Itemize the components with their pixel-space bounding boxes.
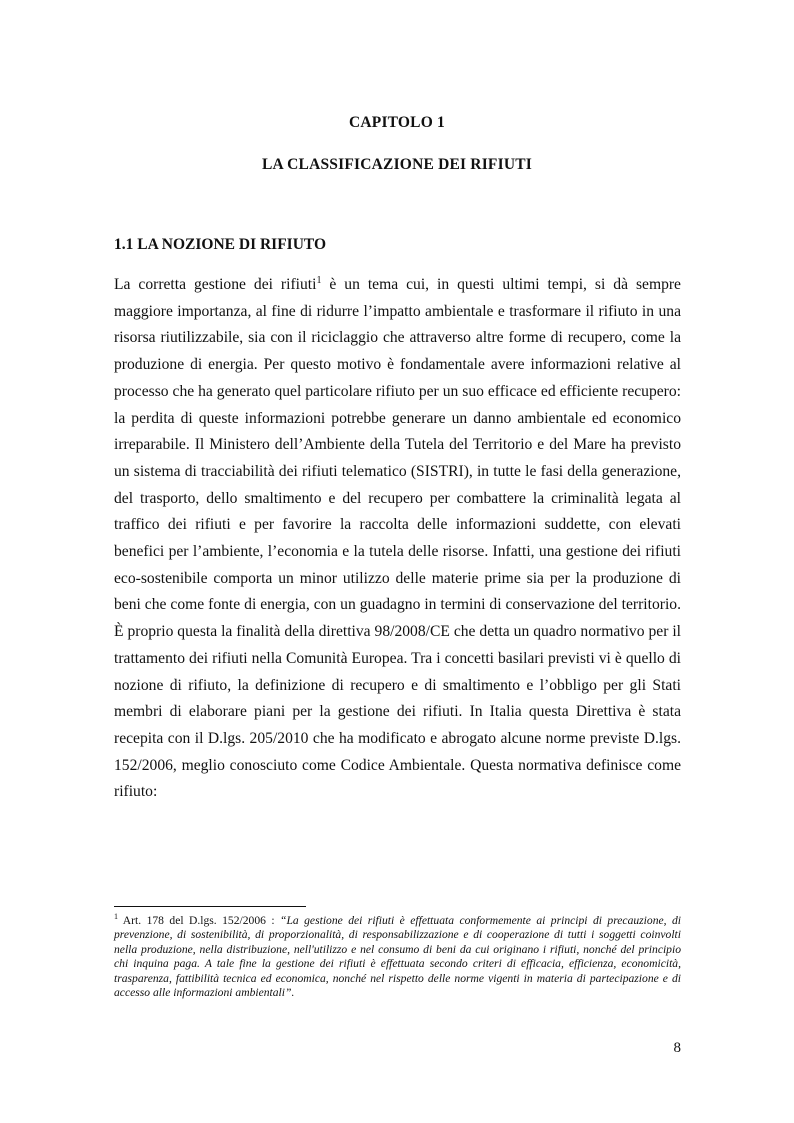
footnote (114, 914, 681, 1000)
page-number: 8 (673, 1040, 681, 1056)
footnote-reference[interactable]: 1 (316, 274, 322, 286)
body-text-rest: è un tema cui, in questi ultimi tempi, si dà sempre maggiore importanza, al fine di ridurre l’impatto ambientale e trasformare il rifiuto in una risorsa riutilizzabile, sia con il riciclaggio che attraverso altre forme di recupero, come la produzione di energia. Per questo motivo è fondamentale avere informazioni relative al processo che ha generato quel particolare rifiuto per un suo efficace ed efficiente recupero: la perdita di queste informazioni potrebbe generare un danno ambientale ed economico irreparabile. Il Ministero dell’Ambiente della Tutela del Territorio e del Mare ha previsto un sistema di tracciabilità dei rifiuti telematico (SISTRI), in tutte le fasi della generazione, del trasporto, dello smaltimento e del recupero per combattere la criminalità legata al traffico dei rifiuti e per favorire la raccolta delle informazioni suddette, con elevati benefici per l’ambiente, l’economia e la tutela delle risorse. Infatti, una gestione dei rifiuti eco-sostenibile comporta un minor utilizzo delle materie prime sia per la produzione di beni che come fonte di energia, con un guadagno in termini di conservazione del territorio. È proprio questa la finalità della direttiva 98/2008/CE che detta un quadro normativo per il trattamento dei rifiuti nella Comunità Europea. Tra i concetti basilari previsti vi è quello di nozione di rifiuto, la definizione di recupero e di smaltimento e l’obbligo per gli Stati membri di elaborare piani per la gestione dei rifiuti. In Italia questa Direttiva è stata recepita con il D.lgs. 205/2010 che ha modificato e abrogato alcune norme previste D.lgs. 152/2006, meglio conosciuto come Codice Ambientale. Questa normativa definisce come rifiuto: (114, 276, 681, 801)
footnote-quote: “La gestione dei rifiuti è effettuata conformemente ai principi di precauzione, di prevenzione, di sostenibilità, di proporzionalità, di responsabilizzazione e di cooperazione di tutti i soggetti coinvolti nella produzione, nella distribuzione, nell'utilizzo e nel consumo di beni da cui originano i rifiuti, nonché del principio chi inquina paga. A tale fine la gestione dei rifiuti è effettuata secondo criteri di efficacia, efficienza, economicità, trasparenza, fattibilità tecnica ed economica, nonché nel rispetto delle norme vigenti in materia di partecipazione e di accesso alle informazioni ambientali”. (114, 914, 681, 1000)
footnote-divider (114, 906, 306, 907)
body-paragraph (114, 272, 681, 806)
section-title: 1.1 LA NOZIONE DI RIFIUTO (114, 236, 327, 253)
footnote-source: Art. 178 del D.lgs. 152/2006 : (118, 914, 281, 927)
chapter-label: CAPITOLO 1 (348, 114, 446, 131)
chapter-title: LA CLASSIFICAZIONE DEI RIFIUTI (262, 156, 532, 173)
body-text-start: La corretta gestione dei rifiuti (114, 276, 317, 293)
footnote-marker: 1 (114, 912, 118, 922)
